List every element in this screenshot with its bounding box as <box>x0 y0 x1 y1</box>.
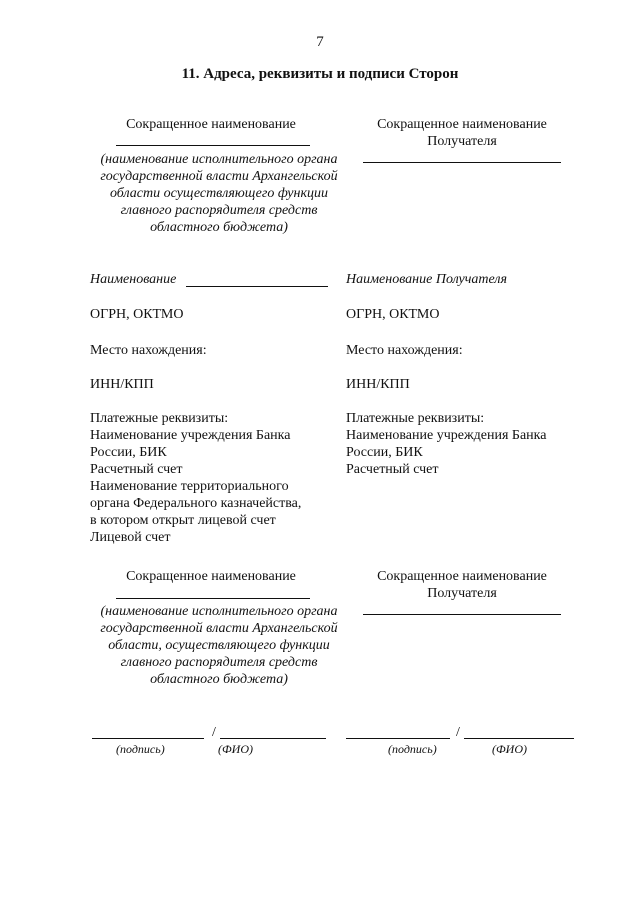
left-short-name-note: (наименование исполнительного органа государственной власти Архангельской области осуществляющего функции главного распорядителя средств областного бюджета) <box>100 152 338 235</box>
left-name-line <box>186 286 328 287</box>
left-ogrn-oktmo: ОГРН, ОКТМО <box>90 307 184 322</box>
left-payment-line: Наименование территориального <box>90 479 289 494</box>
left-short-name-note-2: (наименование исполнительного органа государственной власти Архангельской области, осуществляющего функции главного распорядителя средств областного бюджета) <box>100 604 338 687</box>
left-short-name-line <box>116 145 310 146</box>
page-number: 7 <box>316 34 324 50</box>
left-signature-slash: / <box>212 725 216 740</box>
left-signature-caption: (подпись) <box>116 742 165 756</box>
left-signature-line <box>92 738 204 739</box>
right-short-name-line <box>363 162 561 163</box>
right-signature-line <box>346 738 450 739</box>
left-short-name-line-2 <box>116 598 310 599</box>
right-ogrn-oktmo: ОГРН, ОКТМО <box>346 307 440 322</box>
right-payment-line: Наименование учреждения Банка <box>346 428 547 443</box>
right-name-label: Наименование Получателя <box>346 272 508 287</box>
left-location: Место нахождения: <box>90 343 207 358</box>
right-fio-line <box>464 738 574 739</box>
left-short-name-label-2: Сокращенное наименование <box>126 569 296 584</box>
left-payment-line: Расчетный счет <box>90 462 183 477</box>
right-signature-caption: (подпись) <box>388 742 437 756</box>
left-payment-details <box>90 410 332 546</box>
right-location: Место нахождения: <box>346 343 463 358</box>
left-short-name-label: Сокращенное наименование <box>126 117 296 132</box>
right-inn-kpp: ИНН/КПП <box>346 377 410 392</box>
left-name-label: Наименование <box>90 272 177 287</box>
left-payment-line: в котором открыт лицевой счет <box>90 513 276 528</box>
right-signature-slash: / <box>456 725 460 740</box>
left-payment-line: Лицевой счет <box>90 530 171 545</box>
right-payment-line: Расчетный счет <box>346 462 439 477</box>
left-inn-kpp: ИНН/КПП <box>90 377 154 392</box>
left-payment-line: Наименование учреждения Банка <box>90 428 291 443</box>
left-fio-line <box>220 738 326 739</box>
right-short-name-label: Сокращенное наименование Получателя <box>377 117 547 149</box>
left-payment-line: органа Федерального казначейства, <box>90 496 302 511</box>
right-short-name-line-2 <box>363 614 561 615</box>
right-payment-line: Платежные реквизиты: <box>346 411 485 426</box>
right-fio-caption: (ФИО) <box>492 742 527 756</box>
right-short-name-label-2: Сокращенное наименование Получателя <box>377 569 547 601</box>
left-fio-caption: (ФИО) <box>218 742 253 756</box>
left-payment-line: России, БИК <box>90 445 167 460</box>
left-payment-line: Платежные реквизиты: <box>90 411 229 426</box>
right-payment-details <box>346 410 578 478</box>
right-payment-line: России, БИК <box>346 445 423 460</box>
section-heading: 11. Адреса, реквизиты и подписи Сторон <box>181 66 459 82</box>
